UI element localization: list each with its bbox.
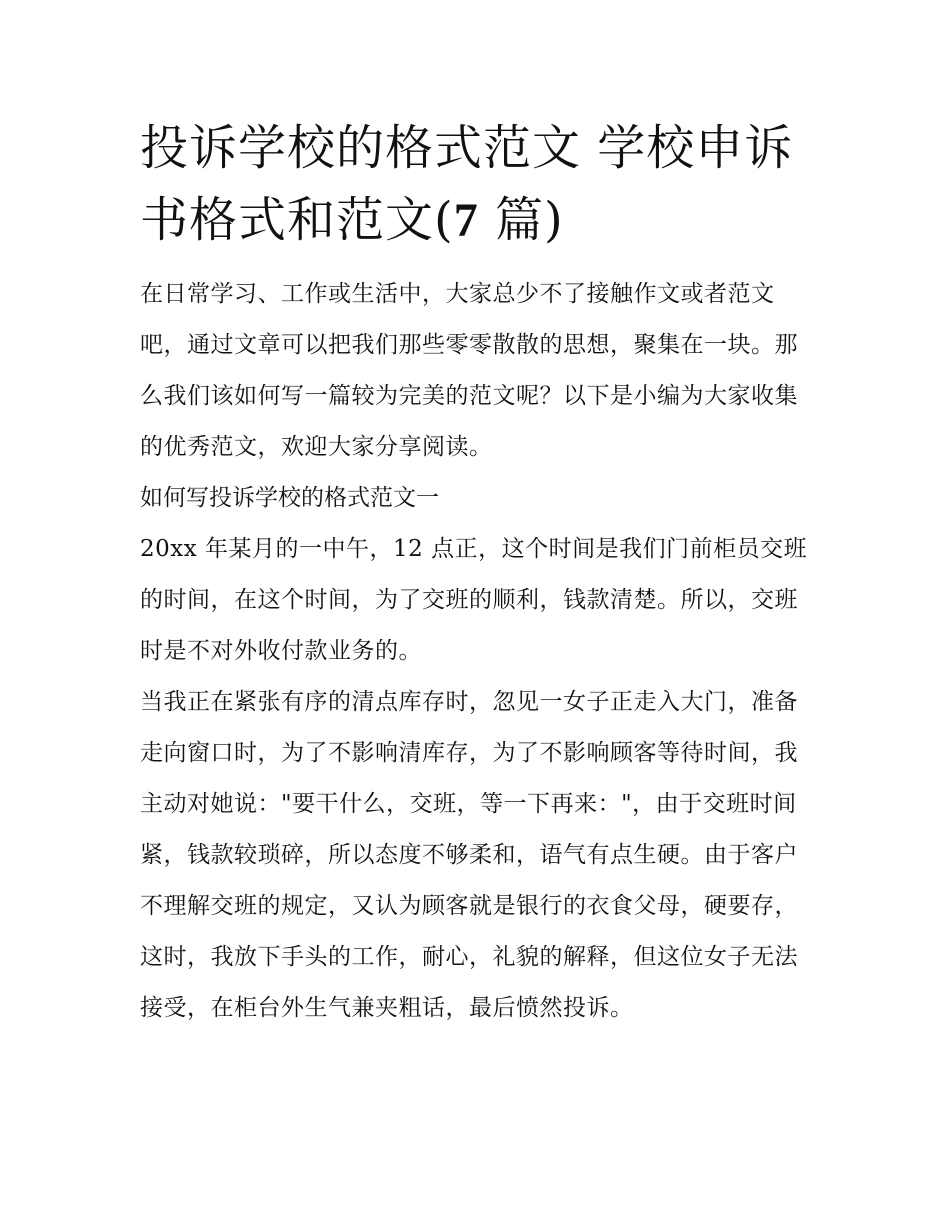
section-heading: 如何写投诉学校的格式范文一 (140, 485, 439, 511)
document-body (140, 269, 812, 1034)
title-text-part2: 篇) (478, 192, 564, 248)
body-paragraph-1: 20xx 年某月的一中午，12 点正，这个时间是我们门前柜员交班的时间，在这个时间，为了交班的顺利，钱款清楚。所以，交班时是不对外收付款业务的。 (140, 536, 808, 664)
document-title (140, 112, 812, 257)
body-paragraph-2: 当我正在紧张有序的清点库存时，忽见一女子正走入大门，准备走向窗口时，为了不影响清库存，为了不影响顾客等待时间，我主动对她说："要干什么，交班，等一下再来："，由于交班时间紧，钱款较琐碎，所以态度不够柔和，语气有点生硬。由于客户不理解交班的规定，又认为顾客就是银行的衣食父母，硬要存，这时，我放下手头的工作，耐心，礼貌的解释，但这位女子无法接受，在柜台外生气兼夹粗话，最后愤然投诉。 (140, 689, 798, 1021)
title-number: 7 (453, 194, 479, 247)
document-page (140, 112, 812, 1034)
intro-paragraph: 在日常学习、工作或生活中，大家总少不了接触作文或者范文吧，通过文章可以把我们那些零零散散的思想，聚集在一块。那么我们该如何写一篇较为完美的范文呢？以下是小编为大家收集的优秀范文，欢迎大家分享阅读。 (140, 281, 798, 460)
title-text-part1: 投诉学校的格式范文 学校申诉书格式和范文( (140, 120, 794, 248)
